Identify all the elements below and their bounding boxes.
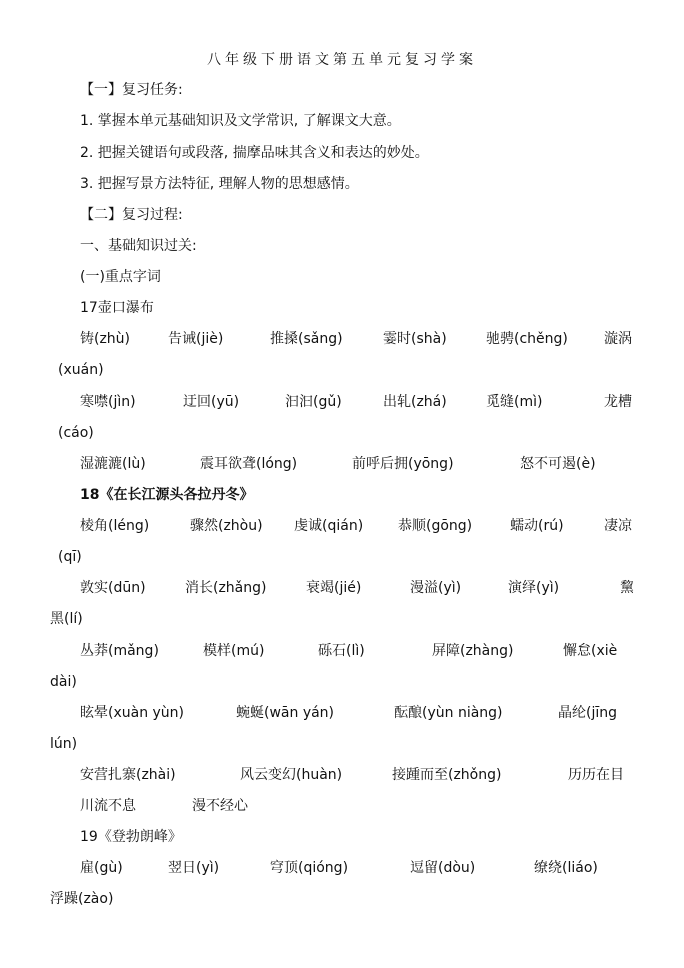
vocab-item: 漫溢(yì)	[410, 580, 462, 596]
vocab-continuation: dài)	[50, 674, 77, 690]
vocab-item: 骤然(zhòu)	[190, 518, 263, 534]
task-item: 3. 把握写景方法特征, 理解人物的思想感情。	[80, 176, 359, 192]
vocab-row	[0, 516, 684, 536]
vocab-item: 穹顶(qióng)	[270, 860, 349, 876]
vocab-item: 消长(zhǎng)	[185, 580, 267, 596]
vocab-item: 汩汩(gǔ)	[285, 394, 342, 410]
vocab-item: 漩涡	[604, 331, 632, 347]
vocab-item: 砾石(lì)	[318, 643, 365, 659]
vocab-item: 演绎(yì)	[508, 580, 560, 596]
vocab-item: 驰骋(chěng)	[486, 331, 568, 347]
vocab-item: 寒噤(jìn)	[80, 394, 136, 410]
vocab-item: 铸(zhù)	[80, 331, 131, 347]
vocab-item: 推搡(sǎng)	[270, 331, 343, 347]
vocab-item: 缭绕(liáo)	[534, 860, 598, 876]
task-item: 2. 把握关键语句或段落, 揣摩品味其含义和表达的妙处。	[80, 145, 429, 161]
vocab-item: 迂回(yū)	[183, 394, 240, 410]
vocab-item: 凄凉	[604, 518, 632, 534]
sub-heading: (一)重点字词	[80, 269, 161, 285]
vocab-item: 蜿蜒(wān yán)	[236, 705, 335, 721]
vocab-item: 漫不经心	[192, 798, 248, 814]
vocab-row	[0, 329, 684, 349]
page-title: 八年级下册语文第五单元复习学案	[207, 52, 477, 68]
vocab-row	[0, 454, 684, 474]
vocab-item: 川流不息	[80, 798, 136, 814]
vocab-item: 衰竭(jié)	[306, 580, 362, 596]
vocab-item: 敦实(dūn)	[80, 580, 146, 596]
vocab-item: 湿漉漉(lù)	[80, 456, 146, 472]
vocab-item: 出轧(zhá)	[383, 394, 447, 410]
vocab-item: 眩晕(xuàn yùn)	[80, 705, 185, 721]
vocab-row	[0, 392, 684, 412]
vocab-item: 丛莽(mǎng)	[80, 643, 159, 659]
vocab-row	[0, 796, 684, 816]
vocab-item: 恭顺(gōng)	[398, 518, 473, 534]
vocab-row	[0, 578, 684, 598]
lesson-heading: 19《登勃朗峰》	[80, 829, 182, 845]
vocab-item: 前呼后拥(yōng)	[352, 456, 454, 472]
lesson-heading: 17壶口瀑布	[80, 300, 154, 316]
vocab-item: 怒不可遏(è)	[520, 456, 596, 472]
vocab-item: 酝酿(yùn niàng)	[394, 705, 503, 721]
vocab-item: 模样(mú)	[203, 643, 265, 659]
vocab-row	[0, 641, 684, 661]
vocab-item: 懈怠(xiè	[563, 643, 618, 659]
vocab-row	[0, 703, 684, 723]
vocab-item: 告诫(jiè)	[168, 331, 224, 347]
vocab-continuation: (qī)	[58, 549, 82, 565]
task-item: 1. 掌握本单元基础知识及文学常识, 了解课文大意。	[80, 113, 401, 129]
vocab-continuation: (xuán)	[58, 362, 104, 378]
vocab-item: 安营扎寨(zhài)	[80, 767, 176, 783]
vocab-item: 风云变幻(huàn)	[240, 767, 343, 783]
vocab-continuation: 黑(lí)	[50, 611, 83, 627]
part-heading: 一、基础知识过关:	[80, 238, 197, 254]
section-heading-process: 【二】复习过程:	[80, 207, 183, 223]
vocab-item: 黧	[620, 580, 634, 596]
vocab-item: 晶纶(jīng	[558, 705, 618, 721]
vocab-item: 龙槽	[604, 394, 632, 410]
vocab-item: 翌日(yì)	[168, 860, 220, 876]
vocab-row	[0, 765, 684, 785]
section-heading-tasks: 【一】复习任务:	[80, 82, 183, 98]
vocab-continuation: (cáo)	[58, 425, 94, 441]
vocab-item: 霎时(shà)	[383, 331, 447, 347]
vocab-continuation: lún)	[50, 736, 78, 752]
vocab-item: 雇(gù)	[80, 860, 123, 876]
lesson-heading: 18《在长江源头各拉丹冬》	[80, 487, 254, 503]
vocab-item: 屏障(zhàng)	[432, 643, 514, 659]
vocab-item: 蠕动(rú)	[510, 518, 564, 534]
vocab-item: 虔诚(qián)	[294, 518, 364, 534]
vocab-item: 棱角(léng)	[80, 518, 150, 534]
vocab-continuation: 浮躁(zào)	[50, 891, 114, 907]
vocab-item: 历历在目	[568, 767, 624, 783]
vocab-item: 震耳欲聋(lóng)	[200, 456, 298, 472]
vocab-row	[0, 858, 684, 878]
vocab-item: 接踵而至(zhǒng)	[392, 767, 502, 783]
vocab-item: 觅缝(mì)	[486, 394, 543, 410]
vocab-item: 逗留(dòu)	[410, 860, 476, 876]
